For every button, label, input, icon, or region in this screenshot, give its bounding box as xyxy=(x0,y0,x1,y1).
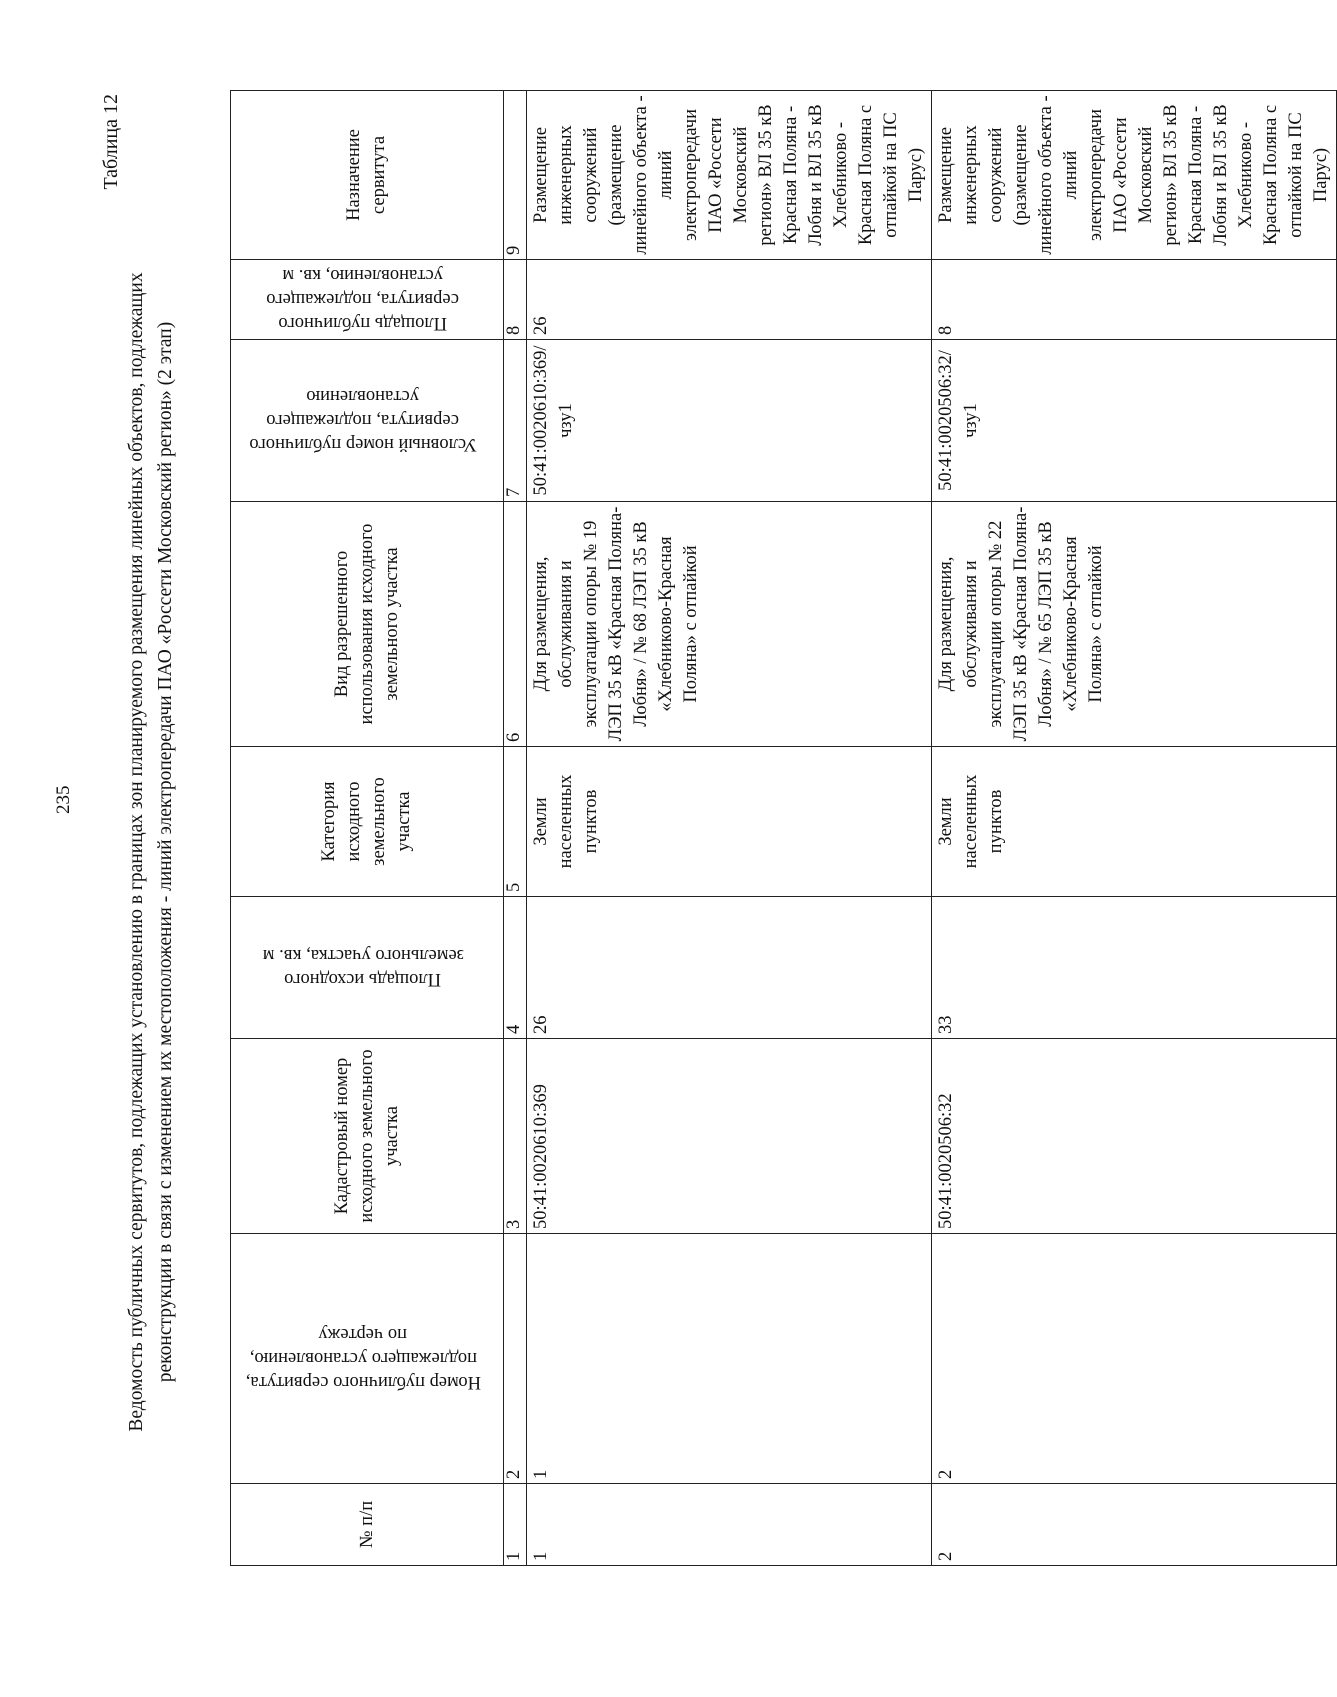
cell-no: 1 xyxy=(527,1484,932,1566)
column-number: 2 xyxy=(504,1234,527,1484)
header-cell-conditional-number: Условный номер публичного сервитута, подлежащего установлению xyxy=(231,340,504,502)
rotated-page-content xyxy=(100,50,1331,1610)
table-row xyxy=(932,91,1337,1566)
cell-purpose: Размещение инженерных сооружений (размещение линейного объекта - линий электропередачи ПАО «Россети Московский регион» ВЛ 35 кВ Красная Поляна - Лобня и ВЛ 35 кВ Хлебниково - Красная Поляна с отпайкой на ПС Парус) xyxy=(932,91,1337,260)
title-line-1: Ведомость публичных сервитутов, подлежащих установлению в границах зон планируемого размещения линейных объектов, подлежащих xyxy=(126,272,147,1432)
cell-permitted-use: Для размещения, обслуживания и эксплуатации опоры № 19 ЛЭП 35 кВ «Красная Поляна-Лобня» / № 68 ЛЭП 35 кВ «Хлебниково-Красная Поляна» с отпайкой xyxy=(527,502,932,747)
column-number: 1 xyxy=(504,1484,527,1566)
cell-servitude-area: 8 xyxy=(932,260,1337,340)
header-cell-parcel-area: Площадь исходного земельного участка, кв. м xyxy=(231,897,504,1039)
header-cell-no: № п/п xyxy=(231,1484,504,1566)
cell-category: Земли населенных пунктов xyxy=(527,747,932,897)
cell-servitude-area: 26 xyxy=(527,260,932,340)
cell-cadastral-number: 50:41:0020610:369 xyxy=(527,1039,932,1234)
header-cell-permitted-use: Вид разрешенного использования исходного земельного участка xyxy=(231,502,504,747)
page-number: 235 xyxy=(53,785,74,814)
cell-conditional-number: 50:41:0020506:32/чзу1 xyxy=(932,340,1337,502)
header-cell-servitude-number: Номер публичного сервитута, подлежащего установлению, по чертежу xyxy=(231,1234,504,1484)
document-title xyxy=(122,112,180,1592)
cell-servitude-number: 2 xyxy=(932,1234,1337,1484)
column-number: 6 xyxy=(504,502,527,747)
column-number: 4 xyxy=(504,897,527,1039)
cell-parcel-area: 26 xyxy=(527,897,932,1039)
header-cell-purpose: Назначение сервитута xyxy=(231,91,504,260)
header-cell-servitude-area: Площадь публичного сервитута, подлежащего установлению, кв. м xyxy=(231,260,504,340)
title-line-2: реконструкции в связи с изменением их местоположения - линий электропередачи ПАО «Россети Московский регион» (2 этап) xyxy=(155,321,176,1383)
header-cell-category: Категория исходного земельного участка xyxy=(231,747,504,897)
column-numbers-row xyxy=(504,91,527,1566)
servitudes-table xyxy=(230,90,1337,1566)
cell-permitted-use: Для размещения, обслуживания и эксплуатации опоры № 22 ЛЭП 35 кВ «Красная Поляна-Лобня» / № 65 ЛЭП 35 кВ «Хлебниково-Красная Поляна» с отпайкой xyxy=(932,502,1337,747)
cell-category: Земли населенных пунктов xyxy=(932,747,1337,897)
table-header-row xyxy=(231,91,504,1566)
column-number: 5 xyxy=(504,747,527,897)
header-cell-cadastral-number: Кадастровый номер исходного земельного участка xyxy=(231,1039,504,1234)
cell-conditional-number: 50:41:0020610:369/чзу1 xyxy=(527,340,932,502)
table-row xyxy=(527,91,932,1566)
cell-no: 2 xyxy=(932,1484,1337,1566)
cell-purpose: Размещение инженерных сооружений (размещение линейного объекта - линий электропередачи ПАО «Россети Московский регион» ВЛ 35 кВ Красная Поляна - Лобня и ВЛ 35 кВ Хлебниково - Красная Поляна с отпайкой на ПС Парус) xyxy=(527,91,932,260)
column-number: 3 xyxy=(504,1039,527,1234)
cell-servitude-number: 1 xyxy=(527,1234,932,1484)
column-number: 7 xyxy=(504,340,527,502)
table-label: Таблица 12 xyxy=(100,94,122,190)
cell-cadastral-number: 50:41:0020506:32 xyxy=(932,1039,1337,1234)
column-number: 9 xyxy=(504,91,527,260)
column-number: 8 xyxy=(504,260,527,340)
cell-parcel-area: 33 xyxy=(932,897,1337,1039)
